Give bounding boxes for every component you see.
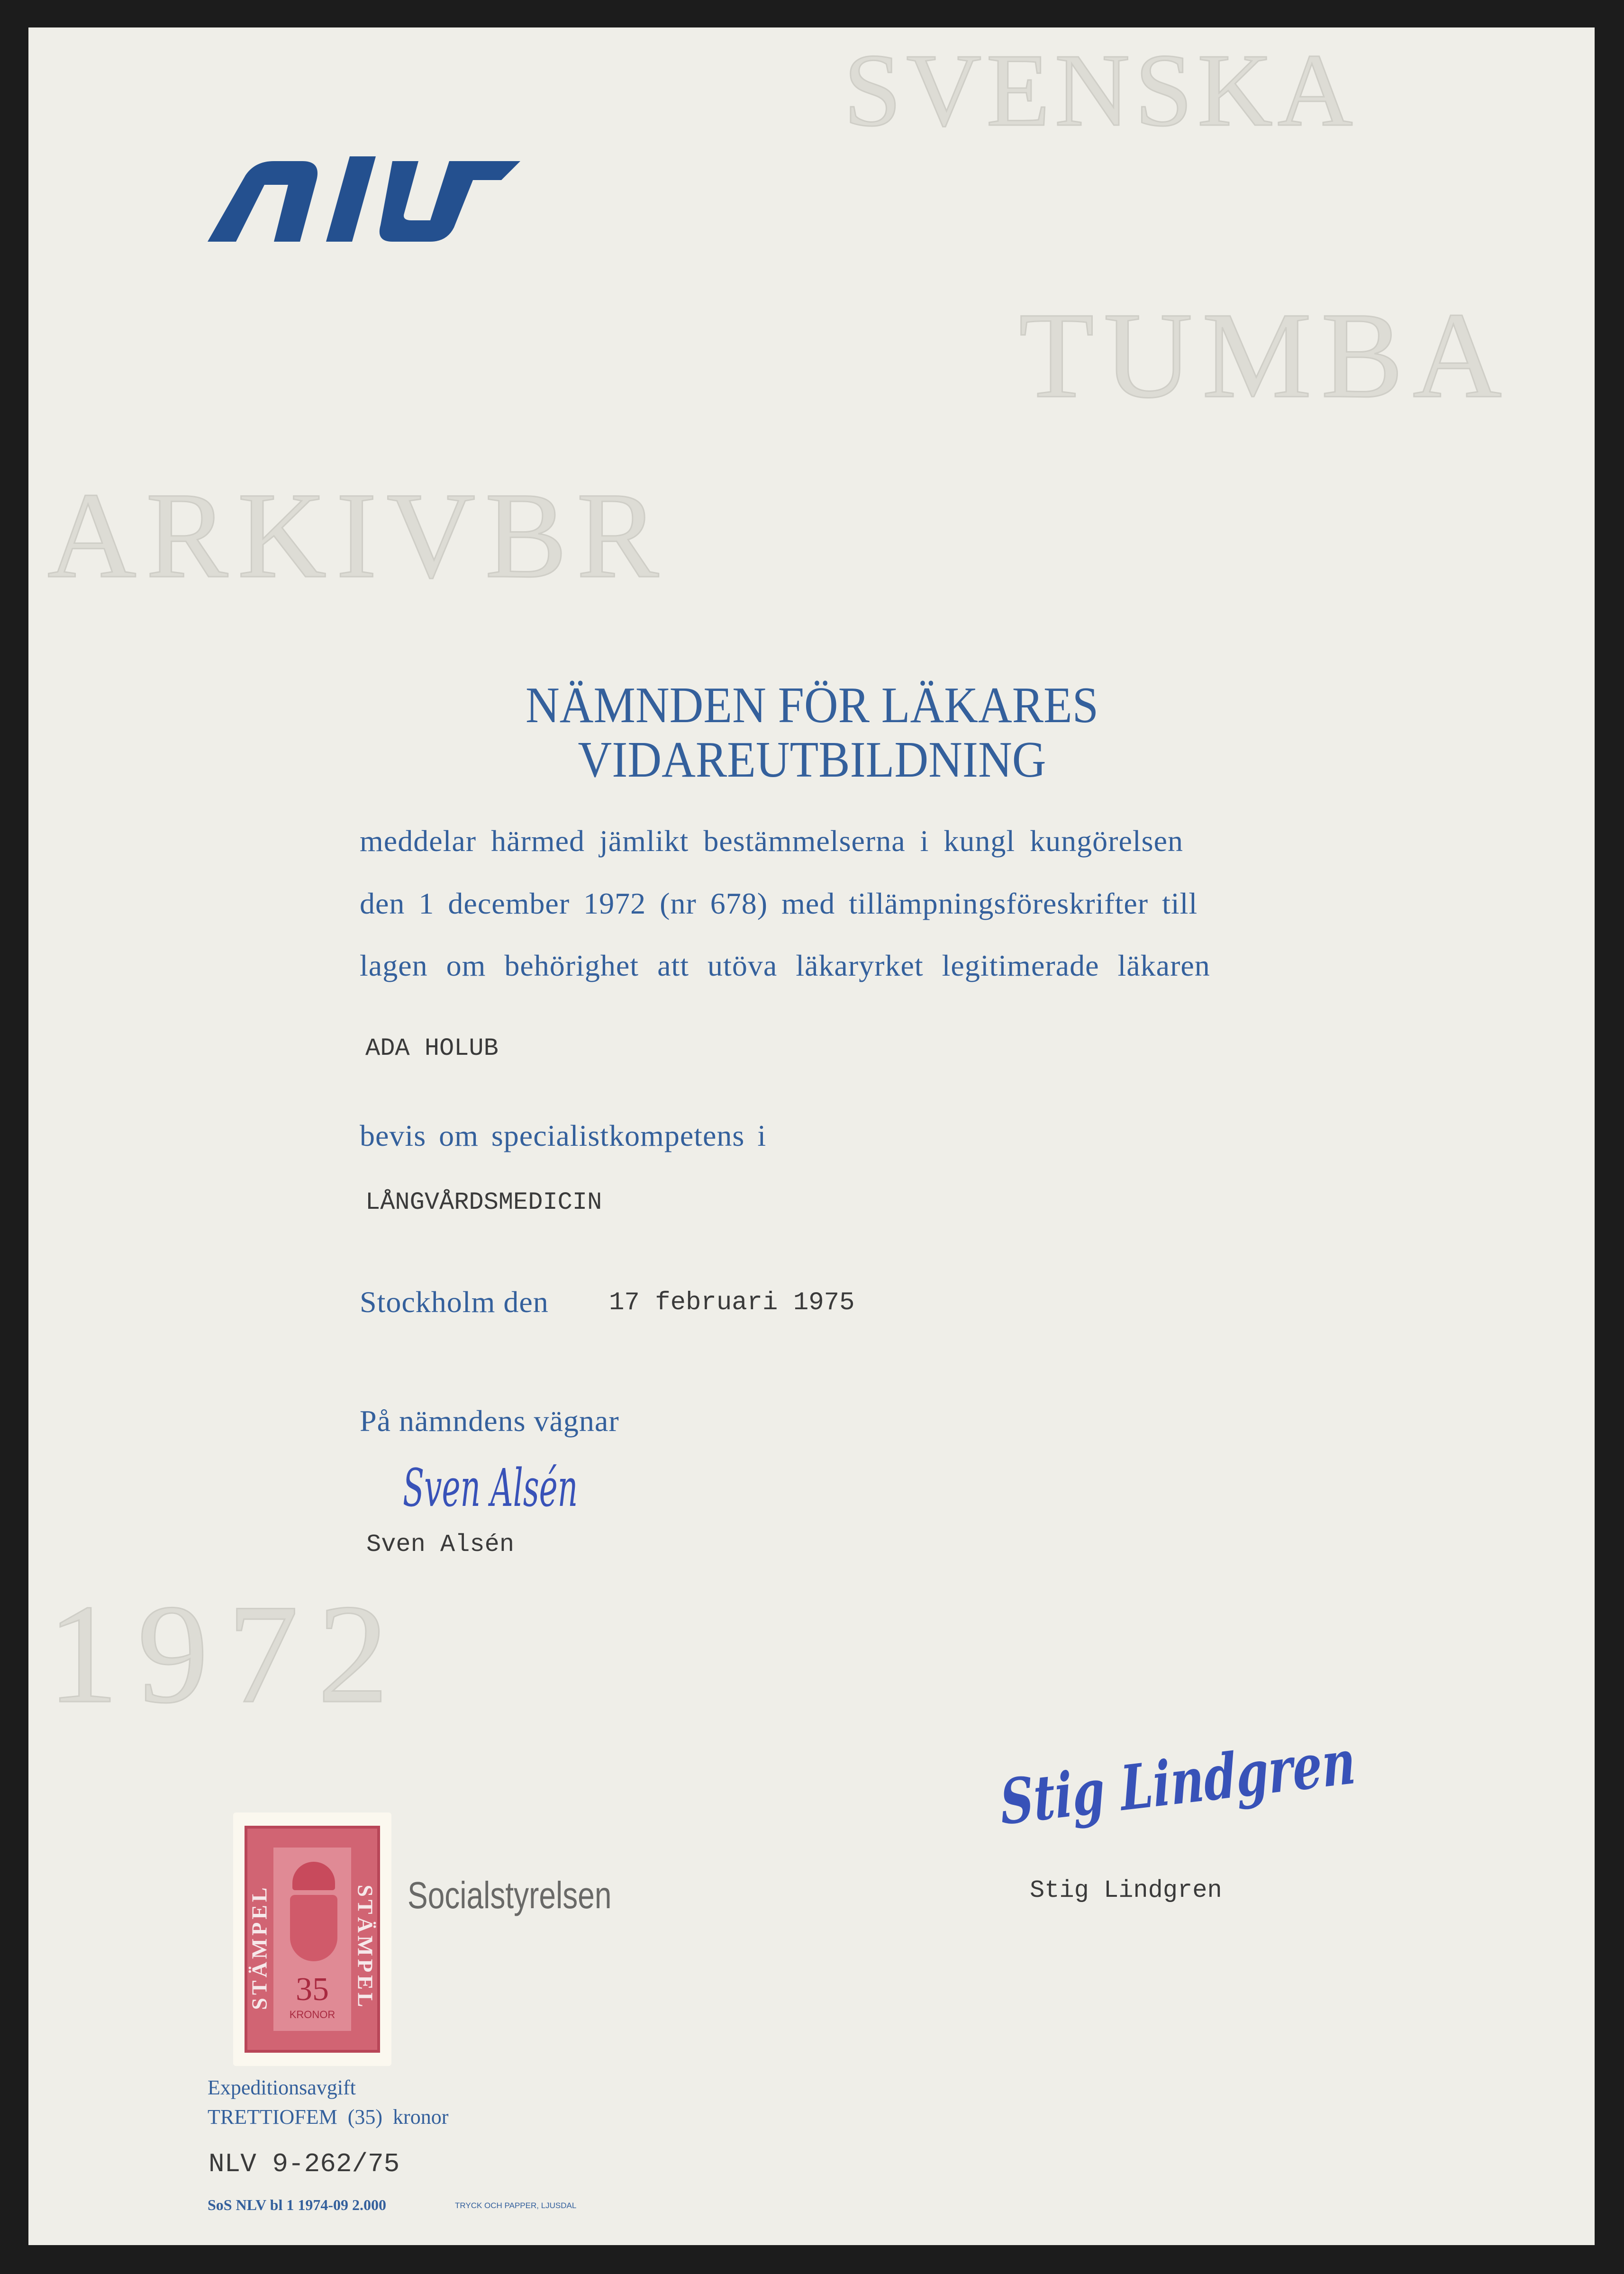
- typed-name: Sven Alsén: [366, 1531, 515, 1558]
- place-label: Stockholm den: [360, 1285, 549, 1319]
- socialstyrelsen-rubber-stamp: Socialstyrelsen: [408, 1874, 612, 1916]
- watermark: TUMBA: [1019, 287, 1511, 424]
- printer-note: TRYCK OCH PAPPER, LJUSDAL: [455, 2201, 577, 2210]
- signature-sven-alsen: Sven Alsén: [403, 1458, 578, 1518]
- fee-amount: TRETTIOFEM (35) kronor: [208, 2105, 449, 2129]
- signature-stig-lindgren: Stig Lindgren: [998, 1725, 1358, 1839]
- stamp-unit: KRONOR: [289, 2009, 336, 2020]
- heading-line-1: NÄMNDEN FÖR LÄKARES: [526, 677, 1098, 734]
- certificate-text: bevis om specialistkompetens i: [360, 1119, 767, 1152]
- nlv-logo: [208, 156, 520, 242]
- stamp-side-text: STÄMPEL: [353, 1884, 378, 2010]
- specialty: LÅNGVÅRDSMEDICIN: [365, 1188, 602, 1216]
- body-line: meddelar härmed jämlikt bestämmelserna i kungl kungörelsen: [360, 824, 1183, 858]
- watermark: ARKIVBR: [47, 467, 669, 604]
- physician-name: ADA HOLUB: [365, 1034, 499, 1062]
- reference-number: NLV 9-262/75: [209, 2149, 400, 2179]
- typed-name: Stig Lindgren: [1030, 1876, 1222, 1904]
- stamp-value: 35: [296, 1971, 329, 2008]
- coat-of-arms-icon: [290, 1895, 337, 1961]
- heading-line-2: VIDAREUTBILDNING: [578, 732, 1046, 788]
- crown-icon: [292, 1862, 335, 1890]
- watermark: 1972: [47, 1575, 408, 1732]
- body-line: den 1 december 1972 (nr 678) med tillämpningsföreskrifter till: [360, 887, 1198, 920]
- issue-date: 17 februari 1975: [609, 1288, 855, 1317]
- stamp-frame: [245, 1826, 380, 2053]
- form-number: SoS NLV bl 1 1974-09 2.000: [208, 2196, 386, 2213]
- on-behalf-text: På nämndens vägnar: [360, 1404, 619, 1438]
- revenue-stamp: [233, 1812, 391, 2066]
- body-line: lagen om behörighet att utöva läkaryrket legitimerade läkaren: [360, 949, 1210, 982]
- watermark: SVENSKA: [844, 32, 1358, 148]
- fee-label: Expeditionsavgift: [208, 2076, 356, 2099]
- stamp-side-text: STÄMPEL: [247, 1884, 272, 2010]
